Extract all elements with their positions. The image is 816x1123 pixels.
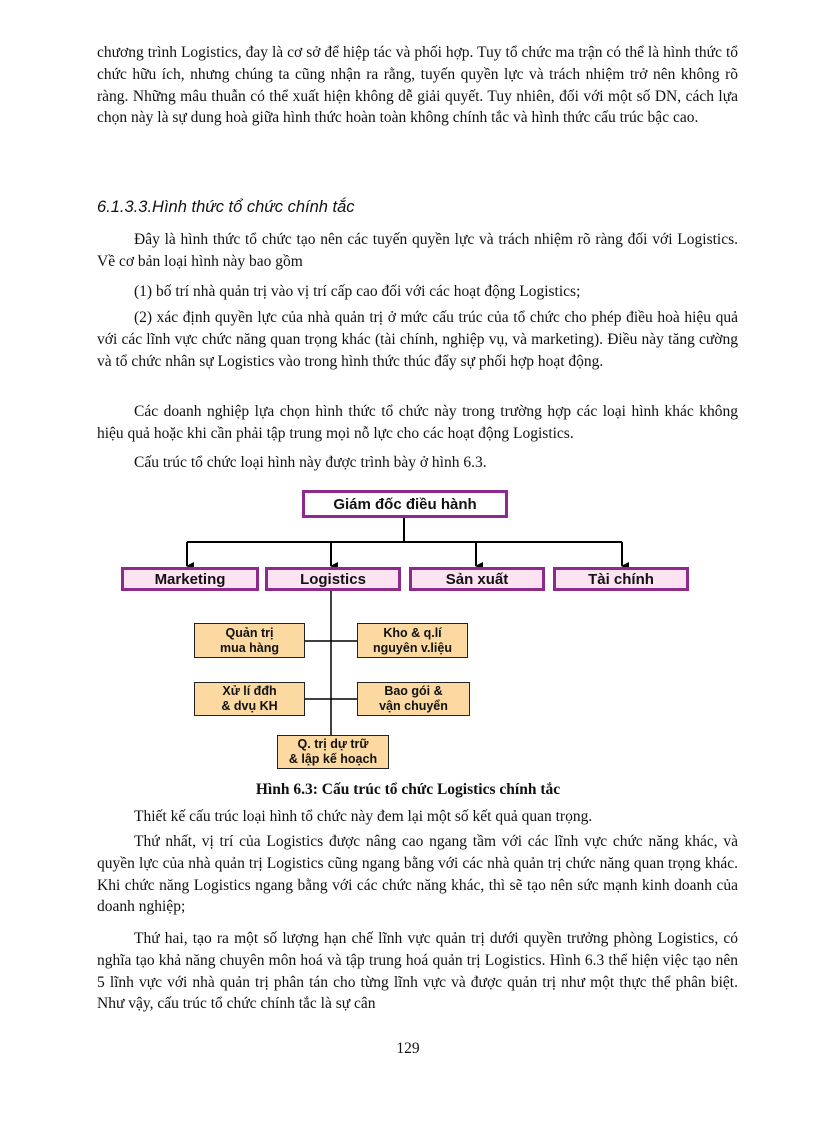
paragraph-intro: chương trình Logistics, đay là cơ sở để hiệp tác và phối hợp. Tuy tổ chức ma trận có thể là hình thức tổ chức hữu ích, nhưng chúng ta cũng nhận ra rằng, tuyến quyền lực và trách nhiệm trở nên không rõ ràng. Những mâu thuẫn có thể xuất hiện không dễ giải quyết. Tuy nhiên, đối với một số DN, cách lựa chọn này là sự dung hoà giữa hình thức hoàn toàn không chính tắc và hình thức cấu trúc bậc cao. bbox=[97, 44, 738, 127]
sub-line: nguyên v.liệu bbox=[373, 640, 452, 655]
paragraph-first: Thứ nhất, vị trí của Logistics được nâng cao ngang tầm với các lĩnh vực chức năng khác, và quyền lực của nhà quản trị Logistics cũng ngang bằng với các nhà quản trị chức năng quan trọng khác. Khi chức năng Logistics ngang bằng với các chức năng khác, thì sẽ tạo nên sức mạnh kinh doanh của doanh nghiệp; bbox=[97, 833, 738, 916]
sub-line: Q. trị dự trữ bbox=[297, 737, 369, 751]
function-logistics: Logistics bbox=[265, 567, 401, 591]
sub-line: Bao gói & bbox=[384, 684, 443, 698]
paragraph-second: Thứ hai, tạo ra một số lượng hạn chế lĩnh vực quản trị dưới quyền trưởng phòng Logistics, có nghĩa tạo khả năng chuyên môn hoá và tập trung hoá quản trị Logistics. Hình 6.3 thể hiện việc tạo nên 5 lĩnh vực với nhà quản trị phân tán cho từng lĩnh vực và được quản trị như một thực thể phân biệt. Như vậy, cấu trúc tổ chức chính tắc là sự cân bbox=[97, 930, 738, 1013]
sub-bao-goi-van-chuyen bbox=[357, 682, 470, 716]
sub-line: Kho & q.lí bbox=[383, 625, 442, 640]
sub-line: & dvụ KH bbox=[221, 699, 278, 713]
page-number: 129 bbox=[396, 1040, 420, 1057]
figure-caption: Hình 6.3: Cấu trúc tổ chức Logistics chính tắc bbox=[255, 781, 561, 798]
function-tai-chinh: Tài chính bbox=[553, 567, 689, 591]
sub-quan-tri-mua-hang bbox=[194, 623, 305, 658]
sub-line: mua hàng bbox=[219, 640, 280, 655]
sub-kho-nguyen-lieu bbox=[357, 623, 468, 658]
function-san-xuat: Sản xuất bbox=[409, 567, 545, 591]
paragraph-point-1: (1) bố trí nhà quản trị vào vị trí cấp cao đối với các hoạt động Logistics; bbox=[134, 283, 581, 300]
sub-line: vận chuyển bbox=[379, 699, 448, 713]
sub-xu-li-don-hang bbox=[194, 682, 305, 716]
paragraph-point-2: (2) xác định quyền lực của nhà quản trị ở mức cấu trúc của tổ chức cho phép điều hoà hiệu quả với các lĩnh vực chức năng quan trọng khác (tài chính, nghiệp vụ, và marketing). Điều này tăng cường và tổ chức nhân sự Logistics vào trong hình thức thúc đẩy sự phối hợp hoạt động. bbox=[97, 309, 738, 370]
section-heading: 6.1.3.3.Hình thức tổ chức chính tắc bbox=[97, 198, 355, 216]
function-marketing: Marketing bbox=[121, 567, 259, 591]
paragraph-definition: Đây là hình thức tổ chức tạo nên các tuyến quyền lực và trách nhiệm rõ ràng đối với Logistics. Về cơ bản loại hình này bao gồm bbox=[97, 231, 738, 270]
sub-line: Xử lí đđh bbox=[222, 684, 277, 698]
sub-line: Quản trị bbox=[225, 625, 274, 640]
ceo-box: Giám đốc điều hành bbox=[302, 490, 508, 518]
paragraph-choice: Các doanh nghiệp lựa chọn hình thức tổ chức này trong trường hợp các loại hình khác không hiệu quả hoặc khi cần phải tập trung mọi nỗ lực cho các hoạt động Logistics. bbox=[97, 403, 738, 442]
paragraph-results: Thiết kế cấu trúc loại hình tổ chức này đem lại một số kết quả quan trọng. bbox=[134, 808, 593, 825]
sub-quan-tri-du-tru bbox=[277, 735, 389, 769]
sub-line: & lập kế hoạch bbox=[288, 752, 378, 766]
paragraph-figure-ref: Cấu trúc tổ chức loại hình này được trình bày ở hình 6.3. bbox=[134, 454, 487, 471]
